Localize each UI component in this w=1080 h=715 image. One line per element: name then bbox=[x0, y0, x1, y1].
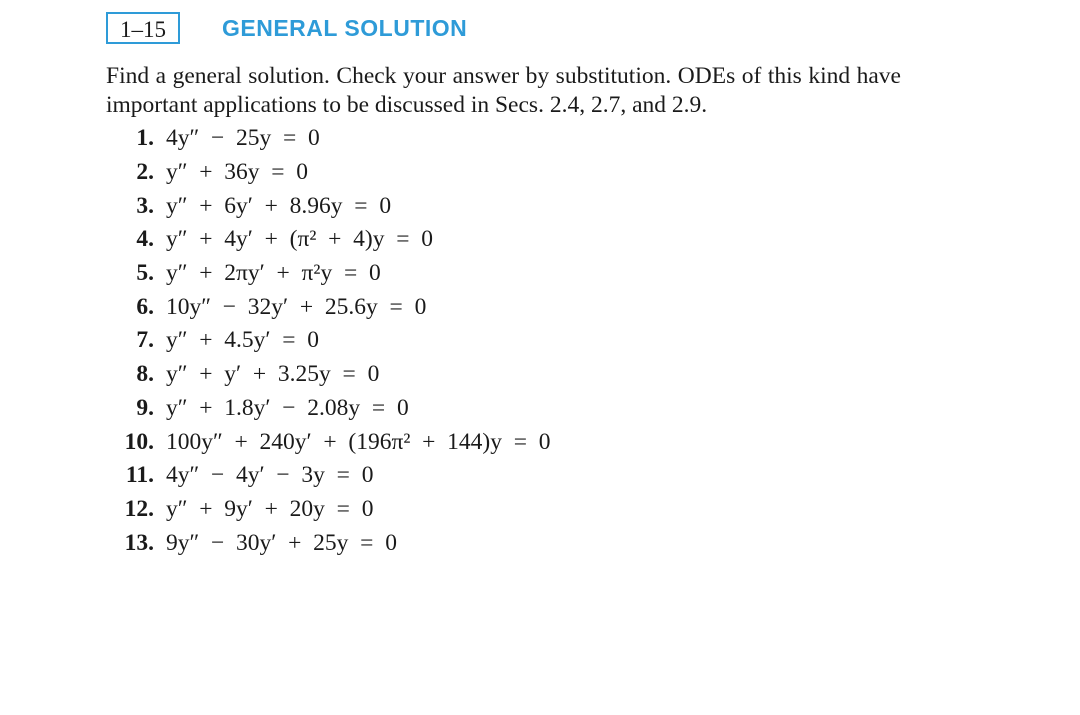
problem-equation: 4y″ − 25y = 0 bbox=[166, 125, 320, 152]
problem-list bbox=[106, 122, 906, 560]
problem-equation: y″ + 1.8y′ − 2.08y = 0 bbox=[166, 394, 409, 421]
problem-item bbox=[106, 122, 906, 156]
exercise-section bbox=[106, 10, 906, 576]
problem-number: 13. bbox=[124, 529, 154, 556]
problem-number: 5. bbox=[136, 260, 154, 287]
problem-item bbox=[106, 223, 906, 257]
section-title: GENERAL SOLUTION bbox=[222, 14, 468, 41]
problem-item bbox=[106, 425, 906, 459]
problem-number: 4. bbox=[136, 226, 154, 253]
problem-item bbox=[106, 324, 906, 358]
problem-equation: y″ + 9y′ + 20y = 0 bbox=[166, 495, 374, 522]
problem-number: 6. bbox=[136, 293, 154, 320]
problem-number: 7. bbox=[136, 327, 154, 354]
problem-equation: 9y″ − 30y′ + 25y = 0 bbox=[166, 529, 397, 556]
problem-number: 9. bbox=[136, 394, 154, 421]
problem-equation: 4y″ − 4y′ − 3y = 0 bbox=[166, 462, 374, 489]
problem-item bbox=[106, 189, 906, 223]
section-header bbox=[106, 10, 906, 46]
instructions-paragraph: Find a general solution. Check your answer by substitution. ODEs of this kind have important applications to be discussed in Secs. 2.4, 2.7, and 2.9. bbox=[106, 63, 901, 118]
problem-item bbox=[106, 358, 906, 392]
problem-number: 12. bbox=[124, 495, 154, 522]
problem-equation: y″ + 36y = 0 bbox=[166, 159, 309, 186]
problem-equation: y″ + 2πy′ + π²y = 0 bbox=[166, 260, 381, 287]
problem-number: 10. bbox=[124, 428, 154, 455]
problem-range-box: 1–15 bbox=[106, 12, 180, 44]
problem-number: 11. bbox=[125, 462, 154, 489]
problem-item bbox=[106, 493, 906, 527]
problem-number: 3. bbox=[136, 192, 154, 219]
problem-equation: y″ + y′ + 3.25y = 0 bbox=[166, 361, 380, 388]
problem-item bbox=[106, 257, 906, 291]
problem-equation: y″ + 4.5y′ = 0 bbox=[166, 327, 320, 354]
problem-item bbox=[106, 526, 906, 560]
problem-equation: y″ + 4y′ + (π² + 4)y = 0 bbox=[166, 226, 434, 253]
problem-item bbox=[106, 156, 906, 190]
problem-number: 2. bbox=[136, 159, 154, 186]
problem-item bbox=[106, 459, 906, 493]
problem-equation: y″ + 6y′ + 8.96y = 0 bbox=[166, 192, 392, 219]
problem-equation: 10y″ − 32y′ + 25.6y = 0 bbox=[166, 293, 427, 320]
problem-number: 8. bbox=[136, 361, 154, 388]
problem-equation: 100y″ + 240y′ + (196π² + 144)y = 0 bbox=[166, 428, 551, 455]
problem-number: 1. bbox=[136, 125, 154, 152]
problem-item bbox=[106, 290, 906, 324]
problem-item bbox=[106, 392, 906, 426]
